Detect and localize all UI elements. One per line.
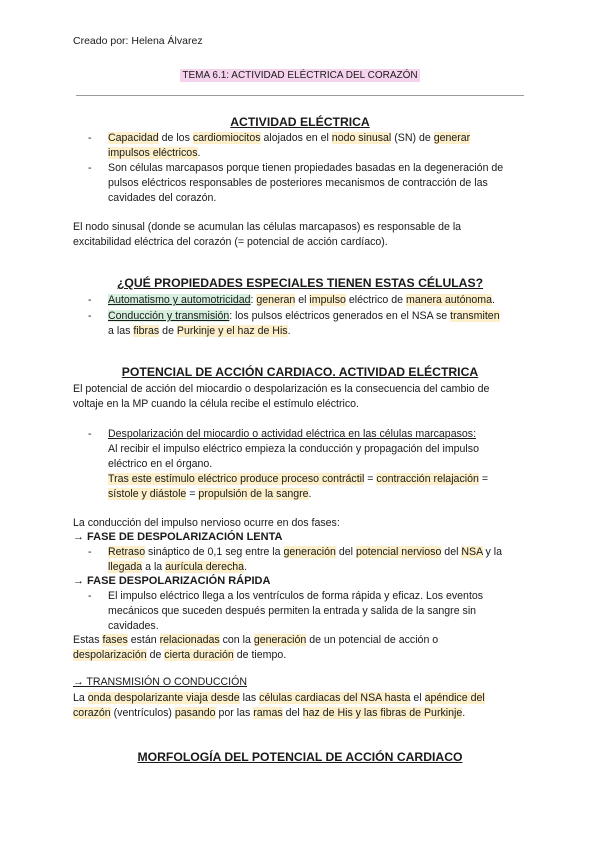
paragraph: El nodo sinusal (donde se acumulan las células marcapasos) es responsable de la excitabilidad eléctrica del corazón (= potencial de acción cardíaco). <box>73 221 462 248</box>
phase-heading-rapida: → FASE DESPOLARIZACIÓN RÁPIDA <box>73 575 271 587</box>
author-line: Creado por: Helena Álvarez <box>73 35 203 47</box>
document-title-text: TEMA 6.1: ACTIVIDAD ELÉCTRICA DEL CORAZÓN <box>182 70 418 81</box>
phase-heading-lenta: → FASE DE DESPOLARIZACIÓN LENTA <box>73 531 283 543</box>
transmission-heading: → TRANSMISIÓN O CONDUCCIÓN <box>73 676 248 688</box>
paragraph: La onda despolarizante viaja desde las células cardiacas del NSA hasta el apéndice del corazón (ventrículos) pasando por las ramas del haz de His y las fibras de Purkinje. <box>73 692 485 719</box>
document-page: Creado por: Helena Álvarez TEMA 6.1: ACTIVIDAD ELÉCTRICA DEL CORAZÓN ACTIVIDAD ELÉCTRICA - Capacidad de los cardiomiocitos alojados en el nodo sinusal (SN) de generar impulsos eléctricos. - Son células marcapasos porque tienen propiedades basadas en la degeneración de pulsos eléctricos responsables de posteriores mecanismos de contracción de las cavidades del corazón. El nodo sinusal (donde se acumulan las células marcapasos) es responsable de la excitabilidad eléctrica del corazón (= potencial de acción cardíaco). ¿QUÉ PROPIEDADES ESPECIALES TIENEN ESTAS CÉLULAS? - Automatismo y automotricidad: generan el impulso eléctrico de manera autónoma. - Conducción y transmisión: los pulsos eléctricos generados en el NSA se transmiten a las fibras de Purkinje y el haz de His. POTENCIAL DE ACCIÓN CARDIACO. ACTIVIDAD ELÉCTRICA El potencial de acción del miocardio o despolarización es la consecuencia del cambio de voltaje en la MP cuando la célula recibe el estímulo eléctrico. - Despolarización del miocardio o actividad eléctrica en las células marcapasos: Al recibir el impulso eléctrico empieza la conducción y propagación del impulso eléctrico en el órgano. Tras este estímulo eléctrico produce proceso contráctil = contracción relajación = sístole y diástole = propulsión de la sangre. La conducción del impulso nervioso ocurre en dos fases: → FASE DE DESPOLARIZACIÓN LENTA - Retraso sináptico de 0,1 seg entre la generación del potencial nervioso del NSA y la llegada a la aurícula derecha. → FASE DESPOLARIZACIÓN RÁPIDA - El impulso eléctrico llega a los ventrículos de forma rápida y eficaz. Los eventos mecánicos que suceden después permiten la entrada y salida de la sangre sin cavidades. Estas fases están relacionadas con la generación de un potencial de acción o despolarización de cierta duración de tiempo. → TRANSMISIÓN O CONDUCCIÓN La onda despolarizante viaja desde las células cardiacas del NSA hasta el apéndice del corazón (ventrículos) pasando por las ramas del haz de His y las fibras de Purkinje. MORFOLOGÍA DEL POTENCIAL DE ACCIÓN CARDIACO <box>0 0 600 848</box>
document-title <box>0 70 600 81</box>
title-divider <box>76 95 524 96</box>
heading-actividad-electrica: ACTIVIDAD ELÉCTRICA <box>230 115 370 129</box>
heading-potencial-de-accion: POTENCIAL DE ACCIÓN CARDIACO. ACTIVIDAD ELÉCTRICA <box>121 365 479 379</box>
heading-propiedades-especiales: ¿QUÉ PROPIEDADES ESPECIALES TIENEN ESTAS CÉLULAS? <box>116 276 484 290</box>
paragraph: Estas fases están relacionadas con la generación de un potencial de acción o despolarización de cierta duración de tiempo. <box>73 634 439 661</box>
paragraph: El potencial de acción del miocardio o despolarización es la consecuencia del cambio de voltaje en la MP cuando la célula recibe el estímulo eléctrico. <box>73 383 490 410</box>
heading-morfologia: MORFOLOGÍA DEL POTENCIAL DE ACCIÓN CARDIACO <box>137 750 463 764</box>
paragraph: La conducción del impulso nervioso ocurre en dos fases: <box>73 517 340 529</box>
